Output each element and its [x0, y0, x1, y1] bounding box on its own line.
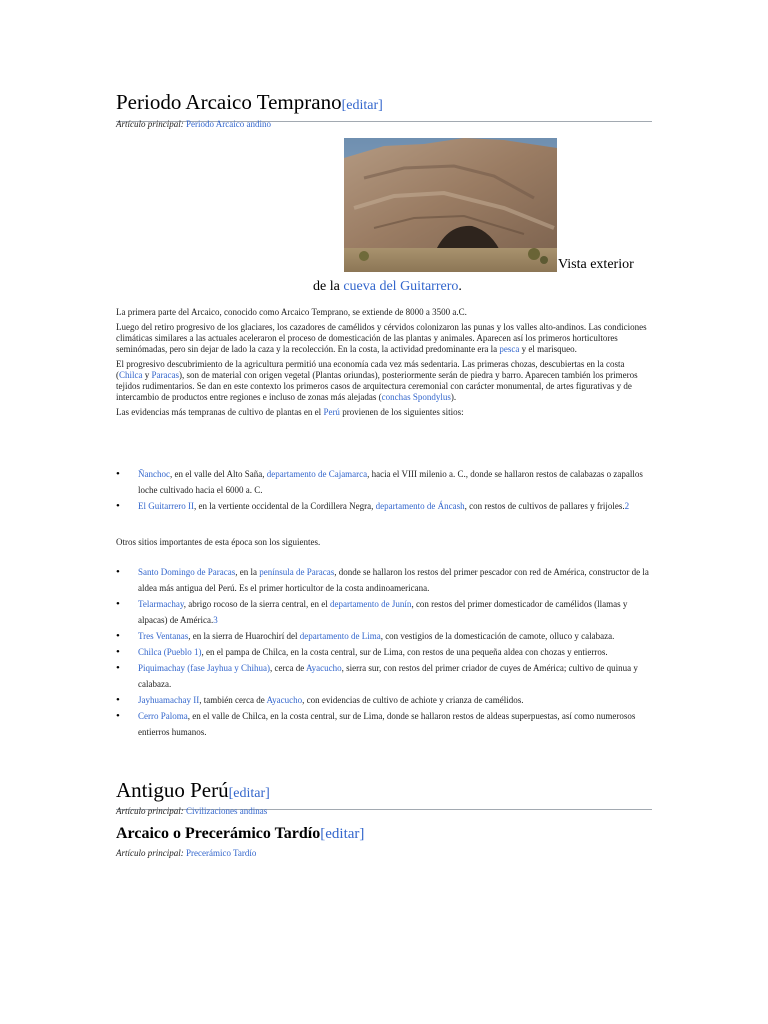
early-sites-list: [116, 466, 652, 514]
edit-link[interactable]: [editar]: [320, 826, 365, 842]
link-nanchoc[interactable]: Ñanchoc: [138, 469, 170, 479]
hatnote-link[interactable]: Periodo Arcaico andino: [186, 119, 271, 129]
link-jayhuamachay-ii[interactable]: Jayhuamachay II: [138, 695, 200, 705]
bullet-icon: •: [116, 500, 120, 512]
link-cerro-paloma[interactable]: Cerro Paloma: [138, 711, 188, 721]
link-telarmachay[interactable]: Telarmachay: [138, 599, 184, 609]
edit-link[interactable]: [editar]: [341, 98, 383, 113]
list-item: • Tres Ventanas, en la sierra de Huarochirí del departamento de Lima, con vestigios de la domesticación de camote, olluco y calabaza.: [116, 630, 615, 642]
link-santo-domingo-de-paracas[interactable]: Santo Domingo de Paracas: [138, 567, 236, 577]
hatnote-label: Artículo principal:: [116, 806, 184, 816]
figure-caption-line2: de la cueva del Guitarrero.: [313, 279, 462, 294]
paragraph: La primera parte del Arcaico, conocido como Arcaico Temprano, se extiende de 8000 a 3500 a.C.: [116, 307, 467, 317]
link-ayacucho[interactable]: Ayacucho: [266, 695, 303, 705]
link-tres-ventanas[interactable]: Tres Ventanas: [138, 631, 189, 641]
link-piquimachay[interactable]: Piquimachay (fase Jayhua y Chihua): [138, 663, 270, 673]
link-el-guitarrero-ii[interactable]: El Guitarrero II: [138, 501, 194, 511]
list-item: • El Guitarrero II, en la vertiente occidental de la Cordillera Negra, departamento de Áncash, con restos de cultivos de pallares y frijoles.2: [116, 500, 630, 512]
edit-link[interactable]: [editar]: [228, 786, 270, 801]
hatnote: [116, 847, 256, 859]
cave-photo[interactable]: [344, 138, 557, 272]
hatnote-label: Artículo principal:: [116, 848, 184, 858]
paragraph-otros-sitios: Otros sitios importantes de esta época son los siguientes.: [116, 537, 321, 547]
list-item: • Telarmachay, abrigo rocoso de la sierra central, en el departamento de Junín, con restos del primer domesticador de camélidos (llamas y alpacas) de América.3: [116, 598, 628, 625]
list-item: • Jayhuamachay II, también cerca de Ayacucho, con evidencias de cultivo de achiote y crianza de camélidos.: [116, 694, 524, 706]
bullet-icon: •: [116, 646, 120, 658]
list-item: • Ñanchoc, en el valle del Alto Saña, departamento de Cajamarca, hacia el VIII milenio a. C., donde se hallaron restos de calabazas o zapallos loche cultivado hacia el 6000 a. C.: [116, 468, 643, 495]
caption-link-cueva[interactable]: cueva del Guitarrero: [343, 279, 459, 294]
hatnote-label: Artículo principal:: [116, 119, 184, 129]
paragraph: Luego del retiro progresivo de los glaciares, los cazadores de camélidos y cérvidos colonizaron las punas y los valles alto-andinos. Las condiciones climáticas similares a las actuales aceleraron el proceso de domesticación de las plantas y animales. Aparecen así los primeros horticultores seminómadas, pero sin dejar de lado la caza y la recolección. En la costa, la actividad predominante era la pesca y el marisqueo.: [116, 322, 647, 354]
section-title: Antiguo Perú: [116, 778, 229, 802]
link-pesca[interactable]: pesca: [499, 344, 520, 354]
figure-caption-line1: Vista exterior: [558, 257, 634, 272]
link-departamento-de-lima[interactable]: departamento de Lima: [299, 631, 381, 641]
link-ancash[interactable]: departamento de Áncash: [375, 501, 465, 511]
bullet-icon: •: [116, 662, 120, 674]
bullet-icon: •: [116, 630, 120, 642]
hatnote-link[interactable]: Civilizaciones andinas: [186, 806, 268, 816]
hatnote: [116, 118, 271, 130]
link-paracas[interactable]: Paracas: [151, 370, 179, 380]
reference-link[interactable]: 2: [624, 501, 630, 511]
bullet-icon: •: [116, 710, 120, 722]
intro-paragraphs: [116, 307, 652, 422]
list-item: • Piquimachay (fase Jayhua y Chihua), cerca de Ayacucho, sierra sur, con restos del primer criador de cuyes de América; cultivo de quinua y calabaza.: [116, 662, 638, 689]
paragraph: Las evidencias más tempranas de cultivo de plantas en el Perú provienen de los siguientes sitios:: [116, 407, 464, 417]
paragraph: El progresivo descubrimiento de la agricultura permitió una economía cada vez más sedentaria. Las primeras chozas, descubiertas en la costa (Chilca y Paracas), son de material con origen vegetal (Plantas oriundas), posteriormente serán de piedra y barro. Aparecen también los primeros tejidos rudimentarios. Se dan en este contexto los primeros casos de arquitectura ceremonial con carácter monumental, de artes figurativas y de intercambio de productos entre regiones e incluso de zonas más alejadas (conchas Spondylus).: [116, 359, 638, 402]
other-sites-list: [116, 564, 652, 740]
link-conchas-spondylus[interactable]: conchas Spondylus: [381, 392, 451, 402]
link-junin[interactable]: departamento de Junín: [329, 599, 412, 609]
hatnote-link[interactable]: Precerámico Tardío: [186, 848, 257, 858]
section-heading-arcaico-tardio: [116, 824, 364, 844]
link-chilca-pueblo-1[interactable]: Chilca (Pueblo 1): [138, 647, 202, 657]
link-ayacucho[interactable]: Ayacucho: [305, 663, 342, 673]
bullet-icon: •: [116, 598, 120, 610]
bullet-icon: •: [116, 468, 120, 480]
list-item: • Santo Domingo de Paracas, en la península de Paracas, donde se hallaron los restos del primer pescador con red de América, constructor de la aldea más antigua del Perú. Es el primer horticultor de la costa andinoamericana.: [116, 566, 649, 593]
link-chilca[interactable]: Chilca: [119, 370, 143, 380]
bullet-icon: •: [116, 566, 120, 578]
link-peru[interactable]: Perú: [323, 407, 340, 417]
list-item: • Cerro Paloma, en el valle de Chilca, en la costa central, sur de Lima, donde se hallaron restos de aldeas superpuestas, así como numerosos entierros humanos.: [116, 710, 636, 737]
section-title: Arcaico o Precerámico Tardío: [116, 825, 321, 842]
link-cajamarca[interactable]: departamento de Cajamarca: [266, 469, 368, 479]
bullet-icon: •: [116, 694, 120, 706]
hatnote: [116, 805, 267, 817]
link-peninsula-de-paracas[interactable]: península de Paracas: [259, 567, 335, 577]
section-title: Periodo Arcaico Temprano: [116, 90, 342, 114]
reference-link[interactable]: 3: [213, 615, 218, 625]
list-item: • Chilca (Pueblo 1), en el pampa de Chilca, en la costa central, sur de Lima, con restos de una pequeña aldea con chozas y entierros.: [116, 646, 608, 658]
